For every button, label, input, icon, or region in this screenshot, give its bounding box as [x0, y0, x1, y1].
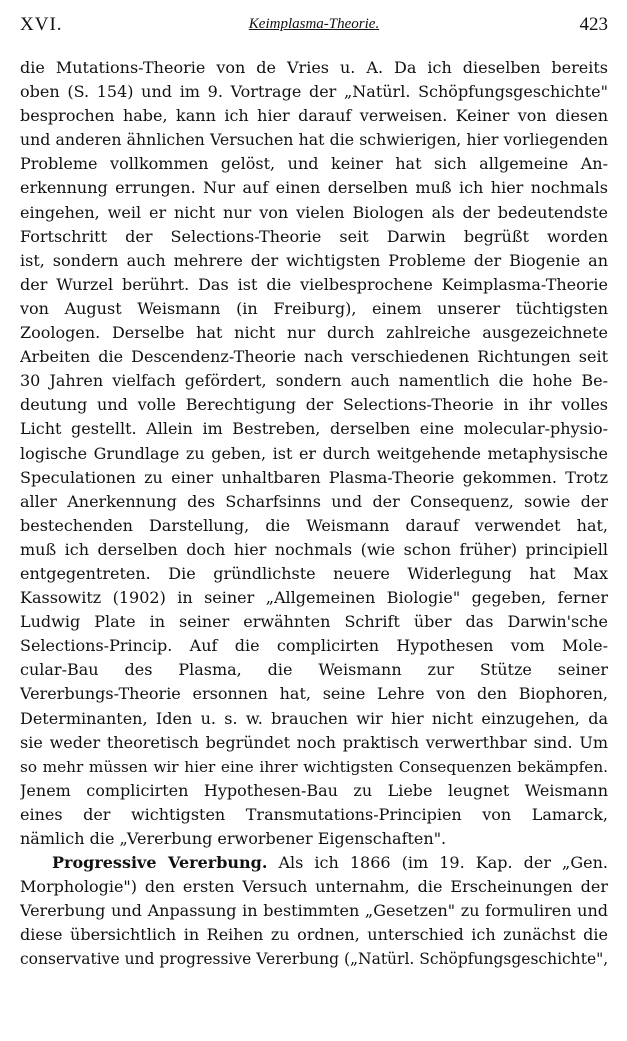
- text-line: so mehr müssen wir hier eine ihrer wichtigsten Consequenzen bekämpfen.: [20, 757, 608, 776]
- running-header: [20, 14, 608, 38]
- text-line: deutung und volle Berechtigung der Selections-Theorie in ihr volles: [20, 395, 608, 415]
- text-line: der Wurzel berührt. Das ist die vielbesprochene Keimplasma-Theorie: [20, 274, 608, 294]
- text-line: aller Anerkennung des Scharfsinns und der Consequenz, sowie der: [20, 491, 608, 511]
- chapter-number: XVI.: [20, 14, 63, 35]
- text-line: Kassowitz (1902) in seiner „Allgemeinen Biologie" gegeben, ferner: [20, 588, 608, 608]
- text-line: sie weder theoretisch begründet noch praktisch verwerthbar sind. Um: [20, 732, 608, 752]
- text-line: besprochen habe, kann ich hier darauf verweisen. Keiner von diesen: [20, 106, 608, 126]
- body-text: [20, 56, 608, 972]
- paragraph-1: [20, 56, 608, 851]
- text-line: diese übersichtlich in Reihen zu ordnen, unterschied ich zunächst die: [20, 925, 608, 945]
- text-line: oben (S. 154) und im 9. Vortrage der „Natürl. Schöpfungsgeschichte": [20, 82, 608, 102]
- text-line: Probleme vollkommen gelöst, und keiner hat sich allgemeine An-: [20, 154, 608, 174]
- text-line: die Mutations-Theorie von de Vries u. A. Da ich dieselben bereits: [20, 58, 608, 77]
- text-line: muß ich derselben doch hier nochmals (wie schon früher) principiell: [20, 539, 608, 559]
- text-line: logische Grundlage zu geben, ist er durch weitgehende metaphysische: [20, 443, 608, 463]
- text-line: Fortschritt der Selections-Theorie seit Darwin begrüßt worden: [20, 226, 608, 246]
- text-line: Determinanten, Iden u. s. w. brauchen wir hier nicht einzugehen, da: [20, 708, 608, 728]
- text-line: eines der wichtigsten Transmutations-Principien von Lamarck,: [20, 804, 608, 824]
- text-line: Vererbung und Anpassung in bestimmten „Gesetzen" zu formuliren und: [20, 901, 608, 921]
- text-line: Morphologie") den ersten Versuch unternahm, die Erscheinungen der: [20, 877, 608, 897]
- text-line: Ludwig Plate in seiner erwähnten Schrift über das Darwin'sche: [20, 612, 608, 632]
- page-number: 423: [579, 14, 608, 35]
- text-line: von August Weismann (in Freiburg), einem unserer tüchtigsten: [20, 298, 608, 318]
- text-line: Selections-Princip. Auf die complicirten Hypothesen vom Mole-: [20, 636, 608, 656]
- text-line: Speculationen zu einer unhaltbaren Plasma-Theorie gekommen. Trotz: [20, 467, 608, 487]
- text-line: Arbeiten die Descendenz-Theorie nach verschiedenen Richtungen seit: [20, 347, 608, 367]
- paragraph-2: [20, 851, 608, 971]
- text-line: bestechenden Darstellung, die Weismann darauf verwendet hat,: [20, 515, 608, 535]
- running-title: Keimplasma-Theorie.: [248, 16, 380, 32]
- text-line: entgegentreten. Die gründlichste neuere Widerlegung hat Max: [20, 563, 608, 583]
- text-line: Vererbungs-Theorie ersonnen hat, seine Lehre von den Biophoren,: [20, 684, 608, 704]
- text-line: conservative und progressive Vererbung („Natürl. Schöpfungsgeschichte",: [20, 950, 608, 969]
- text-line: Licht gestellt. Allein im Bestreben, derselben eine molecular-physio-: [20, 419, 608, 439]
- text-line: 30 Jahren vielfach gefördert, sondern auch namentlich die hohe Be-: [20, 371, 608, 391]
- text-line: und anderen ähnlichen Versuchen hat die schwierigen, hier vorliegenden: [20, 130, 608, 150]
- paragraph-first-line: [20, 851, 608, 875]
- text-line: cular-Bau des Plasma, die Weismann zur Stütze seiner: [20, 660, 608, 680]
- text-line: eingehen, weil er nicht nur von vielen Biologen als der bedeutendste: [20, 202, 608, 222]
- text-line: nämlich die „Vererbung erworbener Eigenschaften".: [20, 829, 447, 848]
- text-line: erkennung errungen. Nur auf einen derselben muß ich hier nochmals: [20, 178, 608, 198]
- section-heading: Progressive Vererbung.: [52, 853, 268, 873]
- text-line: ist, sondern auch mehrere der wichtigsten Probleme der Biogenie an: [20, 250, 608, 270]
- text-line: Jenem complicirten Hypothesen-Bau zu Liebe leugnet Weismann: [20, 780, 608, 800]
- text-segment: Als ich 1866 (im 19. Kap. der „Gen.: [278, 853, 608, 873]
- text-line: Zoologen. Derselbe hat nicht nur durch zahlreiche ausgezeichnete: [20, 323, 608, 343]
